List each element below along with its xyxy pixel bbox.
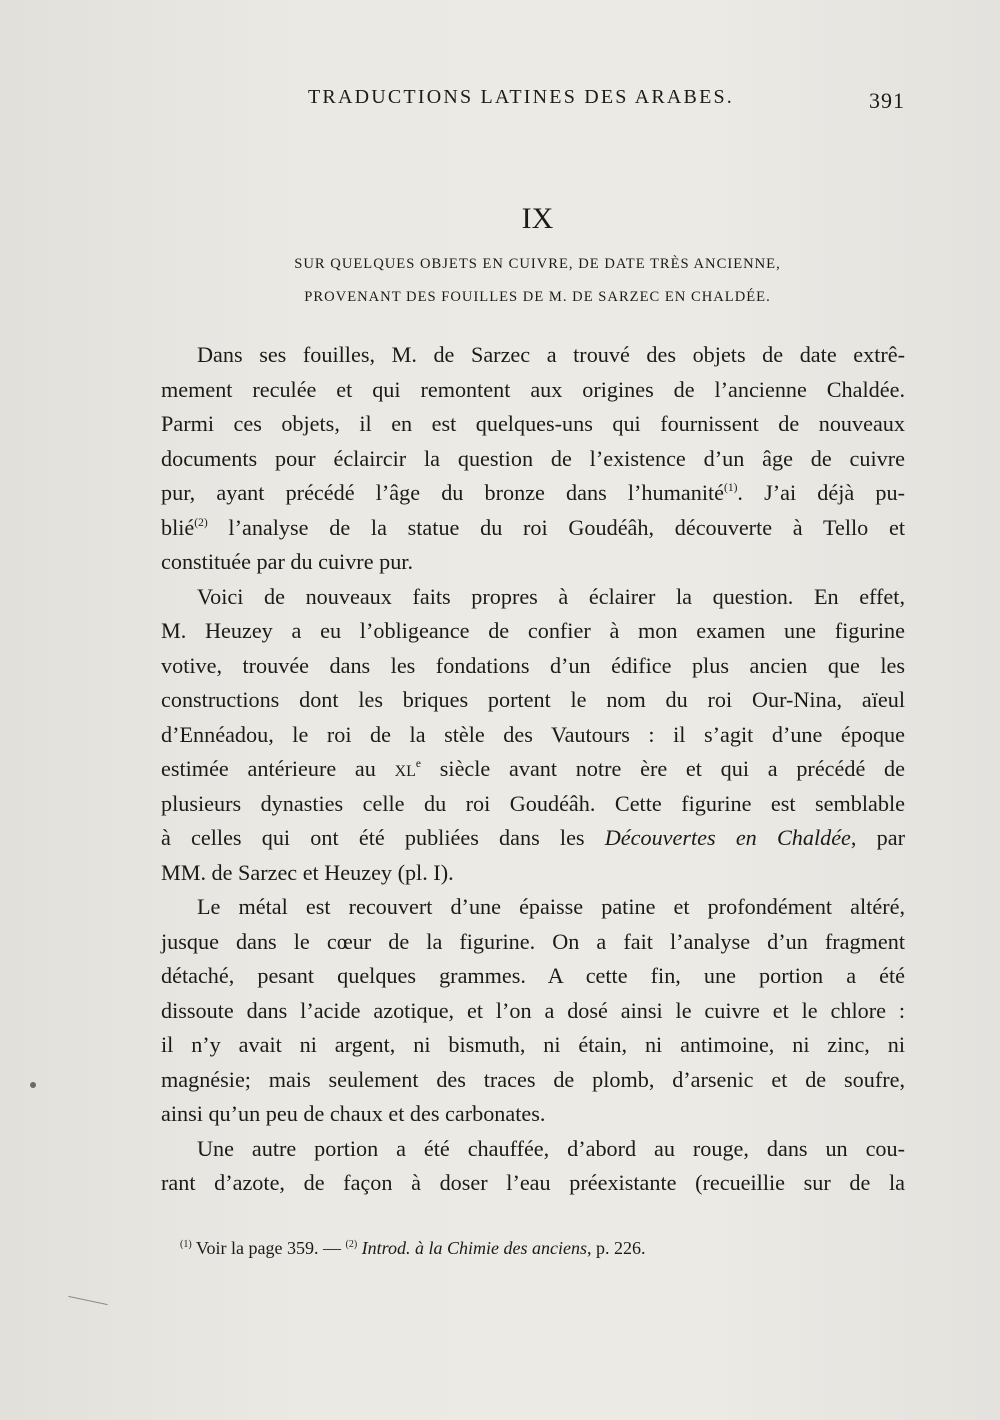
footnote-marker: (2): [345, 1239, 358, 1250]
text-line: jusque dans le cœur de la figurine. On a fait l’analyse d’un fragment: [161, 928, 905, 954]
text-line: Dans ses fouilles, M. de Sarzec a trouvé des objets de date extrê-: [197, 342, 905, 367]
text-line: détaché, pesant quelques grammes. A cette fin, une portion a été: [161, 963, 905, 988]
line-segment: siècle avant notre ère et qui a précédé de: [421, 756, 905, 781]
text-line: Parmi ces objets, il en est quelques-uns qui fournissent de nouveaux: [161, 411, 905, 436]
text-line: MM. de Sarzec et Heuzey (pl. I).: [161, 859, 454, 885]
line-segment: estimée antérieure au: [161, 756, 395, 781]
text-line: [161, 511, 905, 546]
text-line: documents pour éclaircir la question de l’existence d’un âge de cuivre: [161, 445, 905, 471]
text-line: votive, trouvée dans les fondations d’un édifice plus ancien que les: [161, 652, 905, 678]
body-text: [161, 338, 905, 1201]
line-segment: blié: [161, 514, 195, 540]
footnote-ref: (1): [724, 482, 738, 494]
text-line: mement reculée et qui remontent aux origines de l’ancienne Chaldée.: [161, 376, 905, 402]
footnote-text: , p. 226.: [586, 1238, 646, 1258]
text-line: [161, 476, 905, 511]
section-subtitle-line-2: PROVENANT DES FOUILLES DE M. DE SARZEC EN CHALDÉE.: [304, 289, 771, 305]
line-segment: , par: [850, 825, 905, 850]
text-line: [161, 821, 905, 856]
footnotes: [180, 1238, 645, 1259]
footnote-ref: (2): [194, 516, 208, 529]
text-line: ainsi qu’un peu de chaux et des carbonates.: [161, 1101, 546, 1126]
text-line: magnésie; mais seulement des traces de plomb, d’arsenic et de soufre,: [161, 1066, 905, 1092]
text-line: dissoute dans l’acide azotique, et l’on a dosé ainsi le cuivre et le chlore :: [161, 997, 905, 1023]
footnote-book-title: Introd. à la Chimie des anciens: [357, 1238, 587, 1258]
text-line: il n’y avait ni argent, ni bismuth, ni étain, ni antimoine, ni zinc, ni: [161, 1032, 905, 1057]
text-line: constructions dont les briques portent le nom du roi Our-Nina, aïeul: [161, 687, 905, 712]
line-segment: pur, ayant précédé l’âge du bronze dans l’humanité: [161, 480, 724, 505]
section-subtitle-line-1: SUR QUELQUES OBJETS EN CUIVRE, DE DATE TRÈS ANCIENNE,: [294, 256, 781, 272]
text-line: Voici de nouveaux faits propres à éclairer la question. En effet,: [197, 583, 905, 609]
text-line: d’Ennéadou, le roi de la stèle des Vautours : il s’agit d’une époque: [161, 721, 905, 747]
line-segment: l’analyse de la statue du roi Goudéâh, découverte à Tello et: [207, 514, 905, 540]
text-line: constituée par du cuivre pur.: [161, 549, 413, 574]
text-line: Le métal est recouvert d’une épaisse patine et profondément altéré,: [197, 894, 905, 919]
page-number: 391: [869, 88, 905, 113]
text-line: [161, 752, 905, 787]
running-head: TRADUCTIONS LATINES DES ARABES.: [308, 86, 735, 108]
section-number: IX: [521, 202, 554, 235]
paper-mark: [68, 1296, 107, 1305]
roman-numeral: xl: [394, 756, 416, 781]
text-line: rant d’azote, de façon à doser l’eau préexistante (recueillie sur de la: [161, 1170, 905, 1195]
line-segment: . J’ai déjà pu-: [737, 480, 905, 505]
book-title: Découvertes en Chaldée: [604, 825, 851, 850]
line-segment: à celles qui ont été publiées dans les: [161, 825, 605, 850]
ink-speck: [30, 1082, 36, 1088]
text-line: plusieurs dynasties celle du roi Goudéâh. Cette figurine est semblable: [161, 790, 905, 816]
text-line: Une autre portion a été chauffée, d’abord au rouge, dans un cou-: [197, 1135, 905, 1161]
ordinal-suffix: e: [415, 758, 422, 770]
text-line: M. Heuzey a eu l’obligeance de confier à mon examen une figurine: [161, 618, 905, 643]
footnote-text: Voir la page 359. —: [191, 1238, 346, 1258]
footnote-marker: (1): [180, 1239, 192, 1250]
